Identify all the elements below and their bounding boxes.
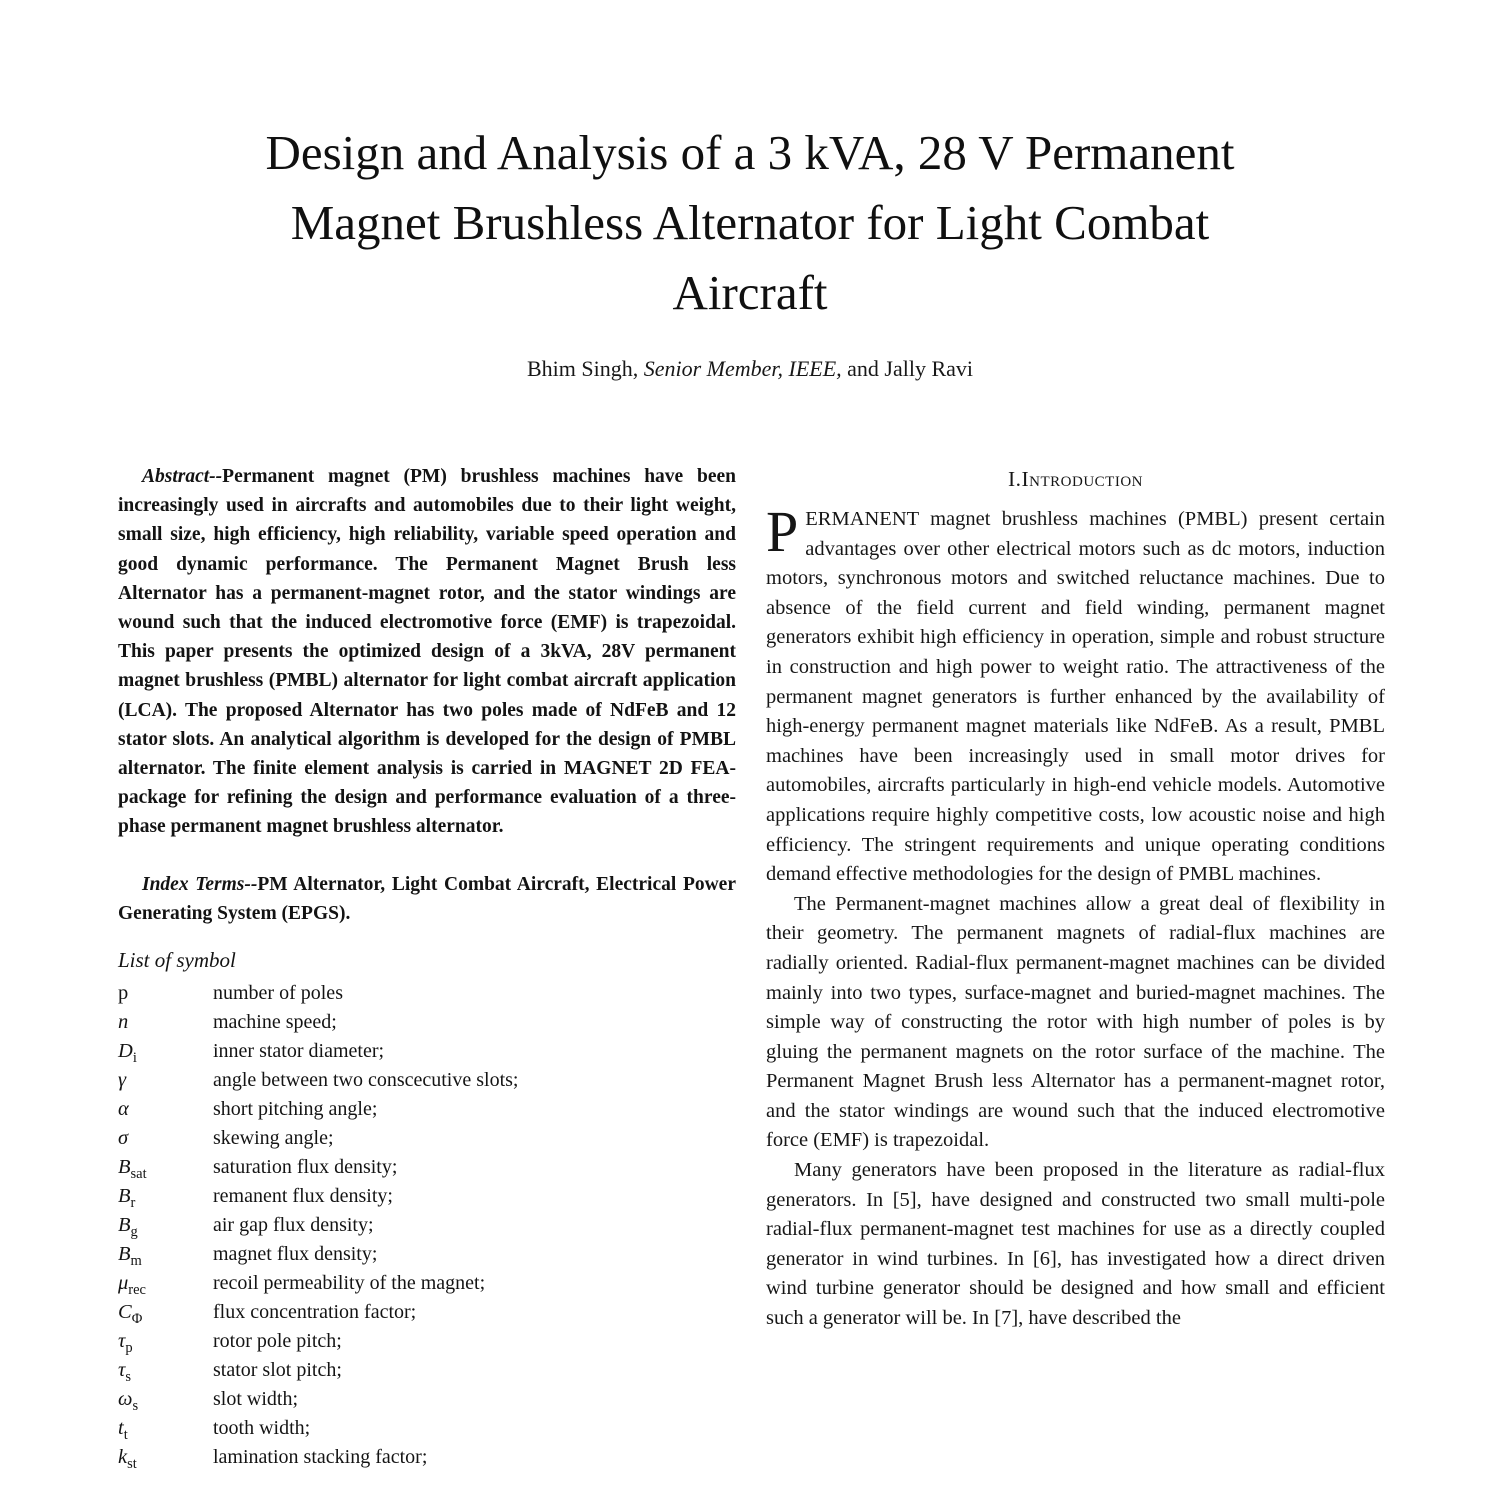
symbol-glyph: γ	[118, 1069, 127, 1092]
symbol-row	[118, 1301, 736, 1330]
symbol-row	[118, 1185, 736, 1214]
symbol-row	[118, 1359, 736, 1388]
left-column	[118, 462, 736, 1475]
index-terms-text: PM Alternator, Light Combat Aircraft, Electrical Power Generating System (EPGS).	[118, 873, 736, 924]
two-column-layout	[118, 462, 1385, 1475]
symbol-description: remanent flux density;	[213, 1185, 393, 1208]
title-line-3: Aircraft	[672, 265, 828, 320]
symbol-glyph: $\mu_{rec}$	[118, 1272, 146, 1299]
introduction-heading: I.Introduction	[1007, 467, 1144, 491]
symbol-row	[118, 1243, 736, 1272]
abstract-text: Permanent magnet (PM) brushless machines have been increasingly used in aircrafts and automobiles due to their light weight, small size, high efficiency, high reliability, variable speed operation and good dynamic performance. The Permanent Magnet Brush less Alternator has a permanent-magnet rotor, and the stator windings are wound such that the induced electromotive force (EMF) is trapezoidal. This paper presents the optimized design of a 3kVA, 28V permanent magnet brushless (PMBL) alternator for light combat aircraft application (LCA). The proposed Alternator has two poles made of NdFeB and 12 stator slots. An analytical algorithm is developed for the design of PMBL alternator. The finite element analysis is carried in MAGNET 2D FEA-package for refining the design and performance evaluation of a three-phase permanent magnet brushless alternator.	[118, 466, 736, 838]
symbol-description: inner stator diameter;	[213, 1040, 385, 1063]
symbol-description: lamination stacking factor;	[213, 1446, 428, 1469]
symbol-glyph: p	[118, 982, 129, 1005]
symbol-description: air gap flux density;	[213, 1214, 374, 1237]
abstract-paragraph	[118, 462, 736, 842]
author-membership: Senior Member, IEEE,	[643, 356, 842, 381]
symbol-glyph: $B_g$	[118, 1214, 138, 1241]
symbol-description: number of poles	[213, 982, 343, 1005]
symbol-glyph: α	[118, 1098, 129, 1121]
symbol-glyph: $D_i$	[118, 1040, 137, 1067]
symbol-description: slot width;	[213, 1388, 299, 1411]
symbol-description: angle between two conscecutive slots;	[213, 1069, 519, 1092]
index-terms-label: Index Terms--	[142, 873, 258, 895]
intro-paragraph-3: Many generators have been proposed in the literature as radial-flux generators. In [5], have designed and constructed two small multi-pole radial-flux permanent-magnet test machines for use as a directly coupled generator in wind turbines. In [6], has investigated how a direct driven wind turbine generator should be designed and how small and efficient such a generator will be. In [7], have described the	[766, 1159, 1385, 1330]
symbol-glyph: $B_{sat}$	[118, 1156, 147, 1183]
symbol-glyph: $\tau_s$	[118, 1359, 131, 1386]
list-of-symbol-heading: List of symbol	[118, 948, 236, 973]
symbol-glyph: $B_r$	[118, 1185, 136, 1212]
symbol-glyph: σ	[118, 1127, 129, 1150]
symbol-row	[118, 1040, 736, 1069]
symbol-row	[118, 982, 736, 1011]
symbol-description: short pitching angle;	[213, 1098, 378, 1121]
title-line-1: Design and Analysis of a 3 kVA, 28 V Permanent	[265, 125, 1235, 180]
symbol-description: recoil permeability of the magnet;	[213, 1272, 486, 1295]
authors-byline	[0, 356, 1500, 382]
symbol-glyph: $t_t$	[118, 1417, 128, 1444]
symbol-row	[118, 1330, 736, 1359]
symbol-glyph: $k_{st}$	[118, 1446, 137, 1473]
drop-cap: P	[766, 499, 799, 564]
right-column	[766, 462, 1385, 1475]
symbol-glyph: $C_\Phi$	[118, 1301, 143, 1328]
symbol-row	[118, 1272, 736, 1301]
intro-paragraph-2: The Permanent-magnet machines allow a great deal of flexibility in their geometry. The permanent magnets of radial-flux machines are radially oriented. Radial-flux permanent-magnet machines can be divided mainly into two types, surface-magnet and buried-magnet machines. The simple way of constructing the rotor with high number of poles is by gluing the permanent magnets on the rotor surface of the machine. The Permanent Magnet Brush less Alternator has a permanent-magnet rotor, and the stator windings are wound such that the induced electromotive force (EMF) is trapezoidal.	[766, 892, 1385, 1152]
symbol-row	[118, 1214, 736, 1243]
symbol-description: flux concentration factor;	[213, 1301, 417, 1324]
symbol-row	[118, 1127, 736, 1156]
symbol-glyph: $\tau_p$	[118, 1330, 133, 1357]
symbol-description: tooth width;	[213, 1417, 311, 1440]
intro-paragraph-1-text: ERMANENT magnet brushless machines (PMBL) present certain advantages over other electrical motors such as dc motors, induction motors, synchronous motors and switched reluctance machines. Due to absence of the field current and field winding, permanent magnet generators exhibit high efficiency in operation, simple and robust structure in construction and high power to weight ratio. The attractiveness of the permanent magnet generators is further enhanced by the availability of high-energy permanent magnet materials like NdFeB. As a result, PMBL machines have been increasingly used in small motor drives for automobiles, aircrafts particularly in high-end vehicle models. Automotive applications require highly competitive costs, low acoustic noise and high efficiency. The stringent requirements and unique operating conditions demand effective methodologies for the design of PMBL machines.	[766, 508, 1385, 886]
symbol-description: magnet flux density;	[213, 1243, 378, 1266]
symbol-description: stator slot pitch;	[213, 1359, 342, 1382]
abstract-label: Abstract--	[142, 466, 223, 487]
symbol-glyph: n	[118, 1011, 129, 1034]
index-terms-paragraph	[118, 870, 736, 928]
symbol-glyph: $\omega_s$	[118, 1388, 139, 1415]
paper-title	[0, 118, 1500, 328]
symbol-row	[118, 1069, 736, 1098]
symbol-list	[118, 982, 736, 1475]
symbol-row	[118, 1011, 736, 1040]
author-name-1: Bhim Singh,	[526, 356, 644, 381]
symbol-row	[118, 1388, 736, 1417]
symbol-row	[118, 1417, 736, 1446]
symbol-description: machine speed;	[213, 1011, 337, 1034]
symbol-glyph: $B_m$	[118, 1243, 142, 1270]
title-line-2: Magnet Brushless Alternator for Light Combat	[290, 195, 1210, 250]
symbol-row	[118, 1156, 736, 1185]
symbol-description: skewing angle;	[213, 1127, 334, 1150]
symbol-row	[118, 1446, 736, 1475]
author-name-2: and Jally Ravi	[841, 356, 974, 381]
intro-paragraph-1	[766, 499, 1385, 890]
symbol-description: saturation flux density;	[213, 1156, 398, 1179]
symbol-description: rotor pole pitch;	[213, 1330, 342, 1353]
symbol-row	[118, 1098, 736, 1127]
